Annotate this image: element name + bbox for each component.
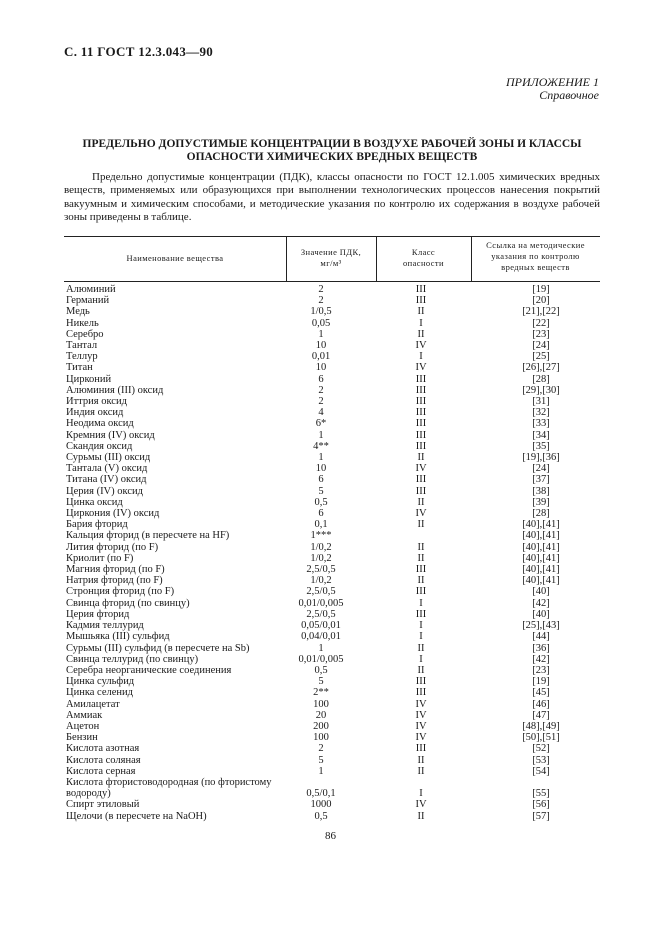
pdk-value: 1*** — [310, 530, 332, 542]
pdk-value: 6 — [318, 474, 324, 486]
pdk-value: 0,5 — [314, 810, 328, 822]
table-row — [66, 418, 596, 429]
table-row — [66, 486, 596, 497]
substance-name: Церия фторид — [66, 608, 130, 620]
pdk-value: 1 — [318, 642, 324, 654]
column-header-pdk — [286, 247, 376, 269]
pdk-value: 1 — [318, 328, 324, 340]
document-title — [64, 138, 600, 163]
column-header-class-line-1: Класс — [411, 247, 436, 257]
reference: [28] — [532, 508, 550, 520]
hazard-class: IV — [415, 463, 427, 475]
substance-name: Медь — [66, 306, 90, 318]
table-row — [66, 620, 596, 631]
table-row — [66, 329, 596, 340]
substance-name: Церия (IV) оксид — [66, 485, 143, 497]
pdk-value: 0,1 — [314, 519, 328, 531]
table-row — [66, 743, 596, 754]
hazard-class: IV — [415, 709, 427, 721]
reference: [21],[22] — [522, 306, 560, 318]
substance-name: Алюминия (III) оксид — [66, 384, 164, 396]
table-row — [66, 295, 596, 306]
hazard-class: I — [419, 653, 423, 665]
title-line-1: ПРЕДЕЛЬНО ДОПУСТИМЫЕ КОНЦЕНТРАЦИИ В ВОЗДУХЕ РАБОЧЕЙ ЗОНЫ И КЛАССЫ — [82, 138, 582, 150]
hazard-class: IV — [415, 340, 427, 352]
table-row — [66, 676, 596, 687]
reference: [53] — [532, 754, 550, 766]
hazard-class: III — [415, 743, 427, 755]
pdk-value: 1 — [318, 452, 324, 464]
substance-name: Тантала (V) оксид — [66, 463, 148, 475]
table-row — [66, 575, 596, 586]
reference: [54] — [532, 765, 550, 777]
pdk-value: 2,5/0,5 — [306, 586, 336, 598]
table-row — [66, 351, 596, 362]
hazard-class: III — [415, 687, 427, 699]
appendix-label — [506, 76, 599, 102]
table-row — [66, 710, 596, 721]
hazard-class: II — [417, 765, 425, 777]
substance-name: Спирт этиловый — [66, 799, 140, 811]
pdk-value: 100 — [313, 732, 329, 744]
hazard-class: I — [419, 788, 423, 800]
reference: [56] — [532, 799, 550, 811]
pdk-value: 2 — [318, 384, 324, 396]
table-row — [66, 799, 596, 810]
reference: [42] — [532, 653, 550, 665]
pdk-value: 1 — [318, 429, 324, 441]
reference: [19] — [532, 284, 550, 295]
pdk-value: 5 — [318, 676, 324, 688]
table-row — [66, 519, 596, 530]
table-row — [66, 362, 596, 373]
substance-name: Серебра неорганические соединения — [66, 664, 232, 676]
substance-name: Цинка оксид — [66, 496, 123, 508]
substance-name: Свинца теллурид (по свинцу) — [66, 653, 199, 665]
page-header: С. 11 ГОСТ 12.3.043—90 — [64, 44, 214, 59]
substance-name: Щелочи (в пересчете на NaOH) — [66, 810, 207, 822]
table-row — [66, 340, 596, 351]
pdk-value: 0,05 — [311, 317, 331, 329]
pdk-value: 4** — [313, 440, 329, 452]
column-header-reference-line-3: вредных веществ — [501, 262, 570, 272]
substance-name: Лития фторид (по F) — [66, 541, 159, 553]
table-row — [66, 463, 596, 474]
column-header-reference-line-1: Ссылка на методические — [486, 240, 585, 250]
hazard-class: II — [417, 306, 425, 318]
reference: [22] — [532, 317, 550, 329]
substance-name: Германий — [66, 295, 110, 307]
pdk-value: 6* — [315, 418, 327, 430]
substance-name: Кислота азотная — [66, 743, 140, 755]
reference: [26],[27] — [522, 362, 560, 374]
hazard-class: III — [415, 608, 427, 620]
substance-name: Кальция фторид (в пересчете на HF) — [66, 530, 230, 542]
pdk-value: 2 — [318, 295, 324, 307]
reference: [33] — [532, 418, 550, 430]
substance-name: Магния фторид (по F) — [66, 564, 165, 576]
pdk-value: 100 — [313, 698, 329, 710]
reference: [45] — [532, 687, 550, 699]
reference: [29],[30] — [522, 384, 560, 396]
reference: [36] — [532, 642, 550, 654]
appendix-title: ПРИЛОЖЕНИЕ 1 — [506, 75, 599, 89]
reference: [31] — [532, 396, 550, 408]
pdk-value: 0,5/0,1 — [306, 788, 336, 800]
table-row — [66, 654, 596, 665]
hazard-class: II — [417, 328, 425, 340]
page-number: 86 — [325, 830, 336, 842]
reference: [55] — [532, 788, 550, 800]
table-row — [66, 374, 596, 385]
substance-name: Кислота соляная — [66, 754, 141, 766]
table-row — [66, 441, 596, 452]
hazard-class: III — [415, 373, 427, 385]
substance-name: Кадмия теллурид — [66, 620, 144, 632]
substance-name: Титана (IV) оксид — [66, 474, 147, 486]
hazard-class: IV — [415, 720, 427, 732]
table-row — [66, 665, 596, 676]
substance-name: Бария фторид — [66, 519, 128, 531]
hazard-class: I — [419, 631, 423, 643]
pdk-value: 0,04/0,01 — [301, 631, 341, 643]
table-row — [66, 508, 596, 519]
table-top-rule — [64, 236, 600, 237]
reference: [34] — [532, 429, 550, 441]
hazard-class: II — [417, 552, 425, 564]
substance-name: Скандия оксид — [66, 440, 133, 452]
pdk-value: 0,01/0,005 — [298, 653, 344, 665]
pdk-value: 200 — [313, 720, 329, 732]
reference: [20] — [532, 295, 550, 307]
substance-name: Сурьмы (III) сульфид (в пересчете на Sb) — [66, 642, 250, 654]
table-header-rule — [64, 281, 600, 282]
reference: [42] — [532, 597, 550, 609]
hazard-class: I — [419, 597, 423, 609]
pdk-value: 0,01 — [311, 351, 331, 363]
reference: [44] — [532, 631, 550, 643]
pdk-value: 10 — [315, 463, 327, 475]
hazard-class: III — [415, 485, 427, 497]
pdk-value: 0,01/0,005 — [298, 597, 344, 609]
pdk-value: 2** — [313, 687, 329, 699]
substance-name: Кислота серная — [66, 765, 136, 777]
substance-name: Амилацетат — [66, 698, 120, 710]
table-row — [66, 732, 596, 743]
table-row — [66, 385, 596, 396]
substance-name: Криолит (по F) — [66, 552, 134, 564]
table-row — [66, 497, 596, 508]
reference: [19],[36] — [522, 452, 560, 464]
reference: [40] — [532, 586, 550, 598]
table-row — [66, 586, 596, 597]
appendix-type: Справочное — [539, 88, 599, 102]
hazard-class: III — [415, 564, 427, 576]
reference: [32] — [532, 407, 550, 419]
table-row — [66, 553, 596, 564]
hazard-class: II — [417, 541, 425, 553]
hazard-class: II — [417, 519, 425, 531]
substance-name: Серебро — [66, 328, 104, 340]
hazard-class: II — [417, 754, 425, 766]
hazard-class: III — [415, 676, 427, 688]
substance-name: Аммиак — [66, 709, 103, 721]
substance-name: Мышьяка (III) сульфид — [66, 631, 170, 643]
reference: [48],[49] — [522, 720, 560, 732]
table-row — [66, 598, 596, 609]
substance-name: Цирконий — [66, 373, 112, 385]
reference: [38] — [532, 485, 550, 497]
reference: [40],[41] — [522, 564, 560, 576]
hazard-class — [356, 530, 486, 541]
hazard-class: I — [419, 620, 423, 632]
substance-name: Алюминий — [66, 284, 116, 295]
substance-name: Титан — [66, 362, 93, 374]
pdk-value: 5 — [318, 754, 324, 766]
reference: [40] — [532, 608, 550, 620]
pdk-value: 20 — [315, 709, 327, 721]
reference: [52] — [532, 743, 550, 755]
column-header-name: Наименование вещества — [126, 253, 224, 263]
title-line-2: ОПАСНОСТИ ХИМИЧЕСКИХ ВРЕДНЫХ ВЕЩЕСТВ — [186, 150, 478, 163]
column-header-reference — [471, 240, 600, 273]
substance-name: Кремния (IV) оксид — [66, 429, 155, 441]
table-row — [66, 430, 596, 441]
table-row — [66, 306, 596, 317]
hazard-class: III — [415, 586, 427, 598]
reference: [25],[43] — [522, 620, 560, 632]
column-header-pdk-line-1: Значение ПДК, — [300, 247, 362, 257]
table-row — [66, 777, 596, 799]
substance-name: Стронция фторид (по F) — [66, 586, 175, 598]
intro-paragraph: Предельно допустимые концентрации (ПДК), классы опасности по ГОСТ 12.1.005 химических вредных веществ, применяемых или образующихся при выполнении технологических процессов нанесения покрытий вакуумным и химическим способами, и методические указания по контролю их содержания в воздухе рабочей зоны приведены в таблице. — [64, 171, 600, 224]
table-row — [66, 530, 596, 541]
table-row — [66, 474, 596, 485]
reference: [50],[51] — [522, 732, 560, 744]
hazard-class: III — [415, 295, 427, 307]
pdk-value: 6 — [318, 508, 324, 520]
pdk-value: 5 — [318, 485, 324, 497]
substance-name: Цинка сульфид — [66, 676, 135, 688]
table-row — [66, 564, 596, 575]
substance-name: Иттрия оксид — [66, 396, 127, 408]
reference: [57] — [532, 810, 550, 822]
table-row — [66, 318, 596, 329]
pdk-value: 2 — [318, 284, 324, 295]
pdk-value: 0,5 — [314, 496, 328, 508]
table-row — [66, 699, 596, 710]
table-row — [66, 811, 596, 822]
substance-name: Индия оксид — [66, 407, 124, 419]
table-row — [66, 396, 596, 407]
pdk-value: 1/0,5 — [310, 306, 332, 318]
substance-name: Неодима оксид — [66, 418, 134, 430]
reference: [35] — [532, 440, 550, 452]
hazard-class: IV — [415, 508, 427, 520]
table-row — [66, 631, 596, 642]
substance-name: Бензин — [66, 732, 98, 744]
reference: [40],[41] — [522, 530, 560, 542]
table-row — [66, 609, 596, 620]
hazard-class: II — [417, 575, 425, 587]
pdk-value: 1000 — [310, 799, 332, 811]
hazard-class: III — [415, 284, 427, 295]
hazard-class: I — [419, 351, 423, 363]
reference: [40],[41] — [522, 519, 560, 531]
column-header-reference-line-2: указания по контролю — [491, 251, 580, 261]
table-row — [66, 687, 596, 698]
substance-name: Сурьмы (III) оксид — [66, 452, 151, 464]
substance-name: Натрия фторид (по F) — [66, 575, 163, 587]
hazard-class: III — [415, 474, 427, 486]
pdk-value: 2,5/0,5 — [306, 608, 336, 620]
substance-name: Никель — [66, 317, 99, 329]
table-row — [66, 643, 596, 654]
column-header-pdk-line-2: мг/м³ — [320, 258, 342, 268]
reference: [25] — [532, 351, 550, 363]
table-row — [66, 542, 596, 553]
substance-name: Теллур — [66, 351, 98, 363]
pdk-value: 1/0,2 — [310, 552, 332, 564]
column-header-class — [376, 247, 471, 269]
pdk-value: 10 — [315, 362, 327, 374]
reference: [28] — [532, 373, 550, 385]
reference: [37] — [532, 474, 550, 486]
column-header-class-line-2: опасности — [403, 258, 444, 268]
reference: [24] — [532, 340, 550, 352]
table-row — [66, 755, 596, 766]
hazard-class: II — [417, 664, 425, 676]
reference: [40],[41] — [522, 541, 560, 553]
pdk-value: 0,5 — [314, 664, 328, 676]
hazard-class: III — [415, 440, 427, 452]
substance-name: Циркония (IV) оксид — [66, 508, 160, 520]
pdk-value: 2 — [318, 396, 324, 408]
pdk-value: 2,5/0,5 — [306, 564, 336, 576]
table-row — [66, 407, 596, 418]
table-row — [66, 721, 596, 732]
hazard-class: III — [415, 418, 427, 430]
pdk-value: 1 — [318, 765, 324, 777]
substance-name: Ацетон — [66, 720, 100, 732]
reference: [23] — [532, 664, 550, 676]
hazard-class: II — [417, 642, 425, 654]
pdk-value: 10 — [315, 340, 327, 352]
reference: [39] — [532, 496, 550, 508]
table-row — [66, 284, 596, 295]
reference: [19] — [532, 676, 550, 688]
hazard-class: III — [415, 396, 427, 408]
pdk-value: 1/0,2 — [310, 541, 332, 553]
pdk-value: 0,05/0,01 — [301, 620, 341, 632]
table-row — [66, 452, 596, 463]
hazard-class: II — [417, 496, 425, 508]
hazard-class: IV — [415, 732, 427, 744]
reference: [24] — [532, 463, 550, 475]
reference: [47] — [532, 709, 550, 721]
reference: [23] — [532, 328, 550, 340]
hazard-class: III — [415, 407, 427, 419]
substances-table-body — [66, 284, 596, 822]
reference: [46] — [532, 698, 550, 710]
hazard-class: III — [415, 429, 427, 441]
pdk-value: 6 — [318, 373, 324, 385]
hazard-class: IV — [415, 698, 427, 710]
substance-name: Свинца фторид (по свинцу) — [66, 597, 190, 609]
table-row — [66, 766, 596, 777]
hazard-class: I — [419, 317, 423, 329]
reference: [40],[41] — [522, 575, 560, 587]
hazard-class: IV — [415, 799, 427, 811]
substance-name: Кислота фтористоводородная (по фтористому водороду) — [66, 776, 272, 800]
pdk-value: 1/0,2 — [310, 575, 332, 587]
substance-name: Цинка селенид — [66, 687, 133, 699]
substance-name: Тантал — [66, 340, 98, 352]
hazard-class: II — [417, 452, 425, 464]
hazard-class: II — [417, 810, 425, 822]
substances-table — [66, 284, 596, 822]
pdk-value: 4 — [318, 407, 324, 419]
reference: [40],[41] — [522, 552, 560, 564]
hazard-class: IV — [415, 362, 427, 374]
pdk-value: 2 — [318, 743, 324, 755]
hazard-class: III — [415, 384, 427, 396]
